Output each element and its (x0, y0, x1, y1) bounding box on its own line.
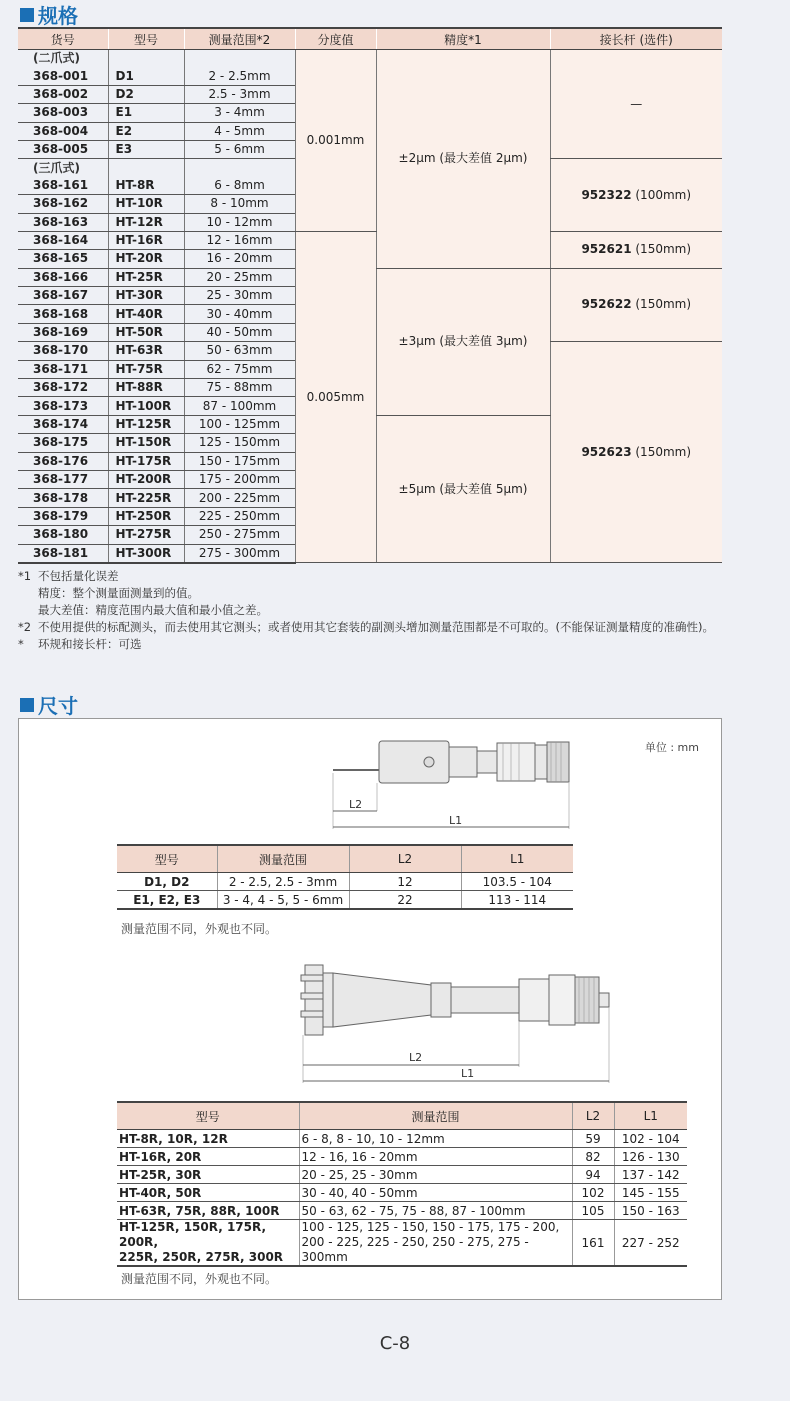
dims-model: HT-125R, 150R, 175R, 200R, 225R, 250R, 275R, 300R (117, 1220, 299, 1267)
model: HT-12R (108, 213, 184, 231)
dims-section-title (20, 690, 78, 719)
model: HT-275R (108, 526, 184, 544)
dims-model: HT-40R, 50R (117, 1184, 299, 1202)
item-code: 368-181 (18, 544, 108, 563)
item-code: 368-162 (18, 195, 108, 213)
square-icon (20, 8, 34, 22)
measuring-range: 30 - 40mm (184, 305, 295, 323)
footnote (18, 619, 730, 636)
model: HT-10R (108, 195, 184, 213)
item-code: 368-178 (18, 489, 108, 507)
model: HT-100R (108, 397, 184, 415)
dimensions-panel (18, 718, 722, 1300)
dims-cell: 3 - 4, 4 - 5, 5 - 6mm (217, 891, 349, 910)
dims-cell: 59 (572, 1130, 614, 1148)
dims-cell: 82 (572, 1148, 614, 1166)
accuracy-cell: ±3μm (最大差值 3μm) (376, 268, 550, 415)
model: E1 (108, 104, 184, 122)
measuring-range: 40 - 50mm (184, 323, 295, 341)
footnote-text: 不包括量化误差 (38, 569, 119, 583)
accuracy-cell: ±5μm (最大差值 5μm) (376, 415, 550, 563)
extension-cell (550, 342, 722, 563)
item-code: 368-172 (18, 379, 108, 397)
extension-code: 952322 (581, 187, 632, 202)
measuring-range: 250 - 275mm (184, 526, 295, 544)
measuring-range: 16 - 20mm (184, 250, 295, 268)
footnote-mark: *1 (18, 569, 32, 583)
spec-header-row (18, 28, 722, 50)
unit-label: 单位 : mm (644, 741, 699, 754)
model: HT-16R (108, 231, 184, 249)
item-code: 368-165 (18, 250, 108, 268)
item-code: 368-169 (18, 323, 108, 341)
dims-cell: 113 - 114 (461, 891, 573, 910)
spec-body (18, 50, 722, 563)
item-code: 368-179 (18, 507, 108, 525)
spec-header-cell: 分度值 (295, 28, 376, 50)
page-number: C-8 (379, 1333, 411, 1354)
measuring-range: 3 - 4mm (184, 104, 295, 122)
dims-cell: 126 - 130 (614, 1148, 687, 1166)
dims-cell: 103.5 - 104 (461, 873, 573, 891)
measuring-range: 12 - 16mm (184, 231, 295, 249)
measuring-range: 4 - 5mm (184, 122, 295, 140)
table-row (117, 1220, 687, 1267)
measuring-range: 2.5 - 3mm (184, 85, 295, 103)
measuring-range: 6 - 8mm (184, 177, 295, 195)
dims-model: HT-63R, 75R, 88R, 100R (117, 1202, 299, 1220)
table-row (117, 1202, 687, 1220)
resolution-cell: 0.001mm (295, 50, 376, 232)
extension-length: (100mm) (631, 187, 692, 202)
item-code: 368-161 (18, 177, 108, 195)
extension-length: (150mm) (631, 242, 692, 257)
dims1-header (117, 845, 573, 873)
dims-cell: 2 - 2.5, 2.5 - 3mm (217, 873, 349, 891)
extension-cell (550, 231, 722, 268)
dims-cell: 50 - 63, 62 - 75, 75 - 88, 87 - 100mm (299, 1202, 572, 1220)
footnotes (18, 568, 730, 653)
item-code: 368-180 (18, 526, 108, 544)
measuring-range: 87 - 100mm (184, 397, 295, 415)
dims-header-cell: 型号 (117, 845, 217, 873)
table-row (117, 891, 573, 910)
footnote (18, 602, 730, 619)
item-code: 368-168 (18, 305, 108, 323)
dims-cell: 100 - 125, 125 - 150, 150 - 175, 175 - 200, 200 - 225, 225 - 250, 250 - 275, 275 - 300mm (299, 1220, 572, 1267)
model: HT-225R (108, 489, 184, 507)
footnote-text: 最大差值：精度范围内最大值和最小值之差。 (38, 603, 268, 617)
item-code: 368-170 (18, 342, 108, 360)
table-row (117, 1184, 687, 1202)
table-row (18, 50, 722, 68)
spec-section-title (20, 0, 78, 29)
item-code: 368-164 (18, 231, 108, 249)
micrometer-drawing-large (291, 955, 621, 1083)
dims-model: E1, E2, E3 (117, 891, 217, 910)
micrometer-drawing-small (319, 733, 589, 833)
dims-model: HT-16R, 20R (117, 1148, 299, 1166)
extension-length: (150mm) (631, 297, 692, 312)
resolution-cell: 0.005mm (295, 231, 376, 563)
dims-cell: 22 (349, 891, 461, 910)
measuring-range: 5 - 6mm (184, 140, 295, 158)
measuring-range: 20 - 25mm (184, 268, 295, 286)
item-code: 368-001 (18, 67, 108, 85)
empty-cell (184, 159, 295, 177)
empty-cell (184, 50, 295, 68)
dims-cell: 6 - 8, 8 - 10, 10 - 12mm (299, 1130, 572, 1148)
dims-cell: 145 - 155 (614, 1184, 687, 1202)
spec-header-cell: 货号 (18, 28, 108, 50)
l2-label-large: L2 (409, 1051, 423, 1064)
model: HT-300R (108, 544, 184, 563)
dims-cell: 12 (349, 873, 461, 891)
item-code: 368-005 (18, 140, 108, 158)
dims-table-2 (117, 1101, 687, 1267)
spec-header-cell: 型号 (108, 28, 184, 50)
dims-header-cell: L1 (461, 845, 573, 873)
dims-header-cell: 测量范围 (217, 845, 349, 873)
spec-header-cell: 精度*1 (376, 28, 550, 50)
dims-cell: 20 - 25, 25 - 30mm (299, 1166, 572, 1184)
footnote-text: 环规和接长杆：可选 (38, 637, 142, 651)
item-code: 368-171 (18, 360, 108, 378)
dims-header-cell: 型号 (117, 1102, 299, 1130)
model: HT-25R (108, 268, 184, 286)
item-code: 368-173 (18, 397, 108, 415)
dims-model: HT-25R, 30R (117, 1166, 299, 1184)
measuring-range: 75 - 88mm (184, 379, 295, 397)
model: HT-20R (108, 250, 184, 268)
footnote-mark (18, 585, 38, 602)
model: HT-50R (108, 323, 184, 341)
dims-cell: 150 - 163 (614, 1202, 687, 1220)
caption-1: 测量范围不同，外观也不同。 (121, 922, 278, 936)
dims2-header (117, 1102, 687, 1130)
measuring-range: 10 - 12mm (184, 213, 295, 231)
model: HT-175R (108, 452, 184, 470)
item-code: 368-174 (18, 415, 108, 433)
item-code: 368-002 (18, 85, 108, 103)
item-code: 368-167 (18, 287, 108, 305)
model: HT-200R (108, 470, 184, 488)
item-code: 368-175 (18, 434, 108, 452)
table-row (117, 1130, 687, 1148)
measuring-range: 25 - 30mm (184, 287, 295, 305)
extension-code: 952623 (581, 444, 632, 459)
footnote (18, 585, 730, 602)
model: HT-30R (108, 287, 184, 305)
model: HT-40R (108, 305, 184, 323)
item-code: 368-004 (18, 122, 108, 140)
table-row (117, 1148, 687, 1166)
extension-code: 952622 (581, 297, 632, 312)
model: HT-125R (108, 415, 184, 433)
spec-header-cell: 测量范围*2 (184, 28, 295, 50)
dims-title-text: 尺寸 (38, 694, 78, 718)
empty-cell (108, 159, 184, 177)
footnote-mark: *2 (18, 620, 32, 634)
dims-cell: 102 (572, 1184, 614, 1202)
footnote-text: 精度：整个测量面测量到的值。 (38, 586, 199, 600)
footnote-mark (18, 602, 38, 619)
spec-title-text: 规格 (38, 4, 78, 28)
measuring-range: 2 - 2.5mm (184, 67, 295, 85)
model: HT-250R (108, 507, 184, 525)
spec-table (18, 27, 722, 564)
model: HT-75R (108, 360, 184, 378)
footnote-mark: * (18, 637, 24, 651)
dims-header-cell: L1 (614, 1102, 687, 1130)
footnote (18, 636, 730, 653)
dims-header-cell: L2 (349, 845, 461, 873)
l1-label: L1 (449, 814, 463, 827)
extension-length: (150mm) (631, 444, 692, 459)
item-code: 368-176 (18, 452, 108, 470)
measuring-range: 225 - 250mm (184, 507, 295, 525)
dims-model: HT-8R, 10R, 12R (117, 1130, 299, 1148)
dims-cell: 137 - 142 (614, 1166, 687, 1184)
empty-cell (108, 50, 184, 68)
extension-cell (550, 268, 722, 342)
model: E2 (108, 122, 184, 140)
footnote (18, 568, 730, 585)
footnote-text: 不使用提供的标配测头，而去使用其它测头；或者使用其它套装的副测头增加测量范围都是不可取的。(不能保证测量精度的准确性)。 (38, 620, 714, 634)
dims-table-1 (117, 844, 573, 910)
measuring-range: 100 - 125mm (184, 415, 295, 433)
group-label: (三爪式) (33, 160, 80, 175)
dims-cell: 12 - 16, 16 - 20mm (299, 1148, 572, 1166)
model: D1 (108, 67, 184, 85)
dims-cell: 94 (572, 1166, 614, 1184)
extension-none: — (550, 50, 722, 159)
dims-model: D1, D2 (117, 873, 217, 891)
model: HT-8R (108, 177, 184, 195)
spec-header-cell: 接长杆 (选件) (550, 28, 722, 50)
dims-header-cell: L2 (572, 1102, 614, 1130)
l1-label-large: L1 (461, 1067, 475, 1080)
item-code: 368-163 (18, 213, 108, 231)
measuring-range: 50 - 63mm (184, 342, 295, 360)
dims-cell: 102 - 104 (614, 1130, 687, 1148)
group-label: (二爪式) (33, 51, 80, 66)
item-code: 368-166 (18, 268, 108, 286)
model: HT-88R (108, 379, 184, 397)
dims-cell: 161 (572, 1220, 614, 1267)
l2-label: L2 (349, 798, 363, 811)
measuring-range: 175 - 200mm (184, 470, 295, 488)
item-code: 368-177 (18, 470, 108, 488)
dims-cell: 105 (572, 1202, 614, 1220)
model: HT-150R (108, 434, 184, 452)
caption-2: 测量范围不同，外观也不同。 (121, 1272, 278, 1286)
item-code: 368-003 (18, 104, 108, 122)
model: HT-63R (108, 342, 184, 360)
table-row (117, 873, 573, 891)
extension-code: 952621 (581, 242, 632, 257)
table-row (18, 231, 722, 249)
extension-cell (550, 159, 722, 232)
accuracy-cell: ±2μm (最大差值 2μm) (376, 50, 550, 269)
dims-cell: 30 - 40, 40 - 50mm (299, 1184, 572, 1202)
table-row (117, 1166, 687, 1184)
model: D2 (108, 85, 184, 103)
dims-cell: 227 - 252 (614, 1220, 687, 1267)
measuring-range: 125 - 150mm (184, 434, 295, 452)
model: E3 (108, 140, 184, 158)
dims-header-cell: 测量范围 (299, 1102, 572, 1130)
measuring-range: 62 - 75mm (184, 360, 295, 378)
square-icon (20, 698, 34, 712)
measuring-range: 275 - 300mm (184, 544, 295, 563)
measuring-range: 150 - 175mm (184, 452, 295, 470)
measuring-range: 8 - 10mm (184, 195, 295, 213)
measuring-range: 200 - 225mm (184, 489, 295, 507)
